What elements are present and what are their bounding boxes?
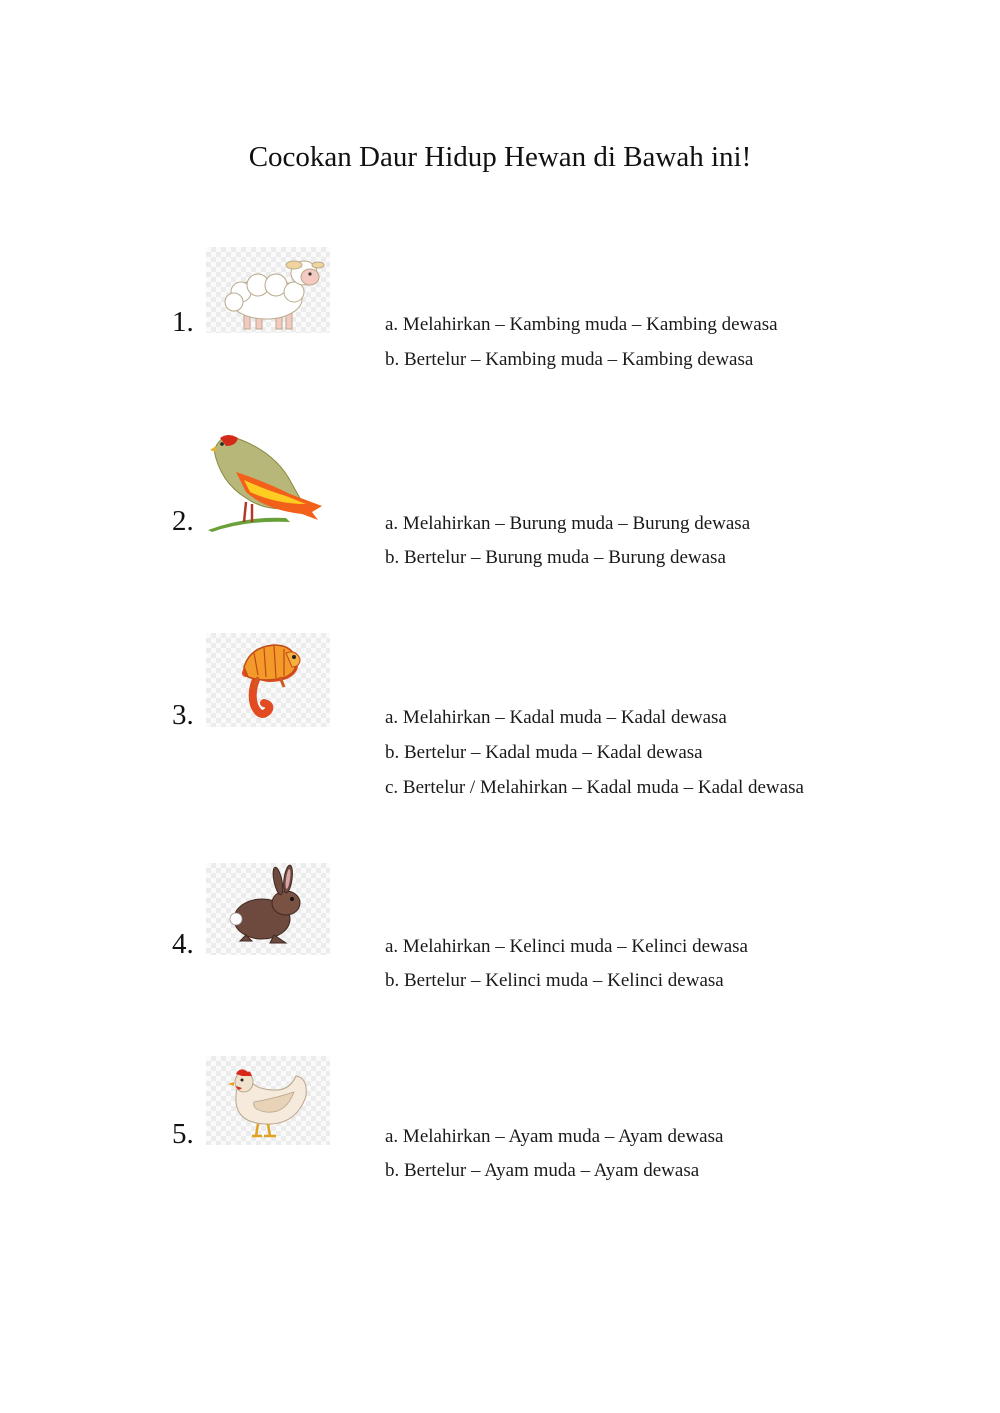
answer-option[interactable]: a. Melahirkan – Kadal muda – Kadal dewasa (385, 707, 727, 728)
answer-option[interactable]: b. Bertelur – Kelinci muda – Kelinci dewasa (385, 970, 724, 991)
bird-icon (206, 432, 330, 534)
question-number: 4. (172, 928, 194, 960)
question-number: 5. (172, 1118, 194, 1150)
sheep-icon (206, 247, 330, 333)
answer-option[interactable]: b. Bertelur – Kadal muda – Kadal dewasa (385, 742, 703, 763)
answer-option[interactable]: b. Bertelur – Burung muda – Burung dewasa (385, 547, 726, 568)
chicken-icon (206, 1056, 330, 1145)
answer-option[interactable]: a. Melahirkan – Kelinci muda – Kelinci dewasa (385, 936, 748, 957)
answer-option[interactable]: c. Bertelur / Melahirkan – Kadal muda – Kadal dewasa (385, 777, 804, 798)
answer-option[interactable]: a. Melahirkan – Ayam muda – Ayam dewasa (385, 1126, 724, 1147)
question-number: 1. (172, 306, 194, 338)
answer-option[interactable]: b. Bertelur – Kambing muda – Kambing dewasa (385, 349, 754, 370)
answer-option[interactable]: a. Melahirkan – Kambing muda – Kambing dewasa (385, 314, 778, 335)
answer-option[interactable]: b. Bertelur – Ayam muda – Ayam dewasa (385, 1160, 700, 1181)
question-number: 2. (172, 505, 194, 537)
question-number: 3. (172, 699, 194, 731)
page-title: Cocokan Daur Hidup Hewan di Bawah ini! (248, 141, 752, 173)
chameleon-icon (206, 633, 330, 727)
answer-option[interactable]: a. Melahirkan – Burung muda – Burung dewasa (385, 513, 751, 534)
rabbit-icon (206, 863, 330, 955)
